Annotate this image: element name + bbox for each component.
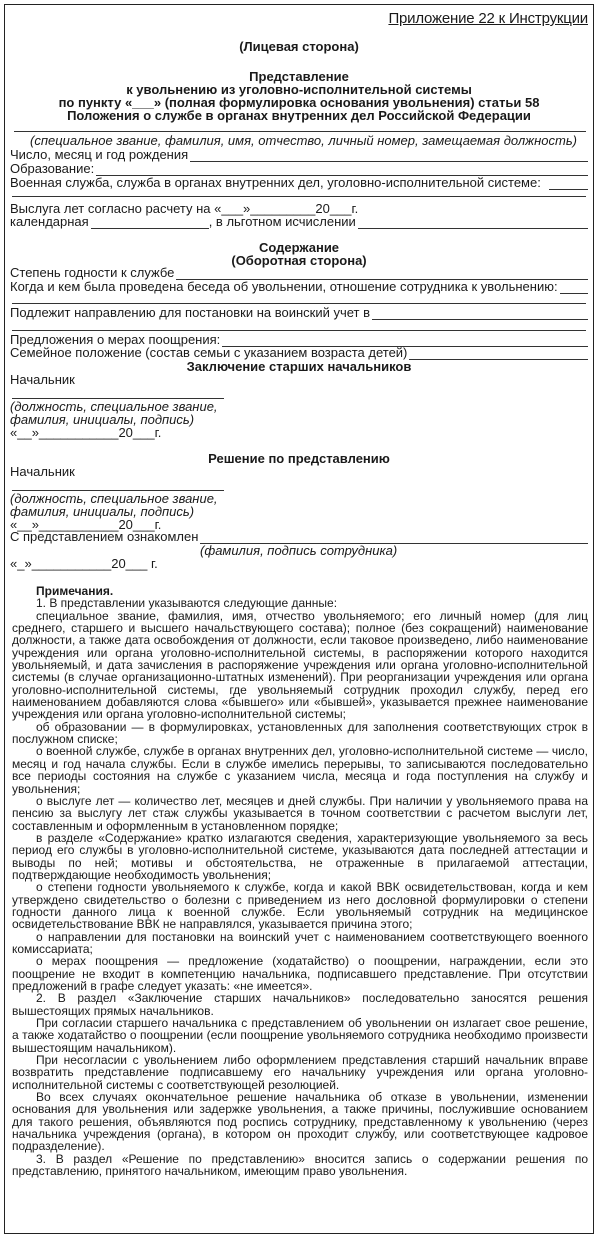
fitness-label: Степень годности к службе (10, 265, 175, 280)
title-line-4: Положения о службе в органах внутренних дел Российской Федерации (67, 108, 531, 123)
family-label: Семейное положение (состав семьи с указанием возраста детей) (10, 345, 408, 360)
conclusion-title: Заключение старших начальников (186, 359, 412, 374)
decision-chief-label: Начальник (10, 464, 75, 479)
note-paragraph: о выслуге лет — количество лет, месяцев и дней службы. При наличии у увольняемого права на пенсию за выслугу лет стаж службы указывается в точном соответствии с расчетом выслуги лет, составленным и оформленным в установленном порядке; (12, 793, 588, 833)
military-row (10, 306, 588, 320)
interview-field[interactable] (560, 282, 588, 294)
familiar-label: С представлением ознакомлен (10, 529, 199, 544)
note-paragraph: о мерах поощрения — предложение (ходатайство) о поощрении, награждении, если это поощрение не входит в компетенцию начальника, подписавшего представление. При отсутствии предложений в графе следует указать: «не имеется». (12, 954, 588, 993)
appendix-label: Приложение 22 к Инструкции (388, 10, 588, 27)
education-label: Образование: (10, 161, 95, 176)
decision-date[interactable]: «__»___________20___г. (10, 517, 162, 532)
family-field[interactable] (409, 348, 588, 360)
content-title: Содержание (258, 240, 340, 255)
family-row (10, 346, 588, 360)
decision-title: Решение по представлению (208, 451, 390, 466)
calendar-preferential-label: , в льготном исчислении (208, 214, 356, 229)
conclusion-chief-label: Начальник (10, 372, 75, 387)
birth-label: Число, месяц и год рождения (10, 147, 189, 162)
calendar-row (10, 215, 588, 229)
note-paragraph: о военной службе, службе в органах внутренних дел, уголовно-исполнительной системе — число, месяц и год начала службы. Если в службе имелись перерывы, то записываются последовательно все периоды состояния на службе с указанием числа, месяца и года поступления на службу и увольнения; (12, 744, 588, 796)
title-line-3: по пункту «___» (полная формулировка основания увольнения) статьи 58 (58, 95, 540, 110)
military-label: Подлежит направлению для постановки на воинский учет в (10, 305, 371, 320)
decision-hint-2: фамилия, инициалы, подпись) (10, 504, 195, 519)
service-field[interactable] (549, 178, 588, 190)
familiar-hint: (фамилия, подпись сотрудника) (200, 543, 398, 558)
conclusion-date[interactable]: «__»___________20___г. (10, 425, 162, 440)
service-row (10, 176, 588, 190)
decision-hint-1: (должность, специальное звание, (10, 491, 218, 506)
birth-field[interactable] (190, 150, 588, 162)
name-line[interactable] (14, 131, 586, 132)
familiar-row (10, 530, 588, 544)
interview-label: Когда и кем была проведена беседа об увольнении, отношение сотрудника к увольнению: (10, 279, 558, 294)
note-paragraph: о степени годности увольняемого к службе, когда и какой ВВК освидетельствован, когда и кем утверждено свидетельство о болезни с приведением из него дословной формулировки о степени годности данного лица к военной службе. Если увольняемый сотрудник на медицинское освидетельствование ВВК не направлялся, указывается причина этого; (12, 880, 588, 932)
note-paragraph: в разделе «Содержание» кратко излагаются сведения, характеризующие увольняемого за весь период его службы в уголовно-исполнительной системе, указываются дата последней аттестации и выводы по ней; мотивы и обстоятельства, не отраженные в прилагаемой аттестации, подтверждающие необходимость увольнения; (12, 830, 588, 882)
fitness-row (10, 266, 588, 280)
note-paragraph: 3. В раздел «Решение по представлению» вносится запись о содержании решения по представлению, принятого начальником, имеющим право увольнения. (12, 1151, 588, 1179)
calendar-field[interactable] (91, 217, 209, 229)
notes-section (12, 585, 588, 1178)
service-label: Военная служба, служба в органах внутренних дел, уголовно-исполнительной системе: (10, 175, 541, 190)
service-line-2[interactable] (12, 196, 586, 197)
interview-line-2[interactable] (12, 303, 586, 304)
seniority-label: Выслуга лет согласно расчету на «___»_________20___г. (10, 201, 359, 216)
calendar-label: календарная (10, 214, 89, 229)
conclusion-hint-1: (должность, специальное звание, (10, 399, 218, 414)
note-paragraph: об образовании — в формулировках, установленных для заполнения соответствующих строк в послужном списке; (12, 719, 588, 747)
title-line-2: к увольнению из уголовно-исполнительной системы (126, 82, 472, 97)
notes-title: Примечания. (36, 584, 114, 598)
name-hint: (специальное звание, фамилия, имя, отчество, личный номер, замещаемая должность) (30, 133, 577, 148)
interview-row (10, 280, 588, 294)
note-paragraph: При несогласии с увольнением либо оформлением представления старший начальник вправе возвратить представление подписавшему его начальнику учреждения или органа уголовно-исполнительной системы с соответствующей резолюцией. (12, 1053, 588, 1092)
note-paragraph: о направлении для постановки на воинский учет с наименованием соответствующего военного комиссариата; (12, 929, 588, 956)
note-paragraph: Во всех случаях окончательное решение начальника об отказе в увольнении, изменении основания для увольнения или задержке увольнения, а также причины, послужившие основанием для такого решения, объявляются под роспись сотруднику, представленному к увольнению (через начальника учреждения (органа), в котором он проходит службу, или соответствующее кадровое подразделение). (12, 1090, 588, 1154)
birth-row (10, 148, 588, 162)
conclusion-hint-2: фамилия, инициалы, подпись) (10, 412, 195, 427)
military-field[interactable] (372, 308, 588, 320)
note-paragraph: При согласии старшего начальника с представлением об увольнении он излагает свое решение, а также ходатайство о поощрении (если поощрение увольняемого сотрудника необходимо произвести вышестоящим начальником). (12, 1016, 588, 1055)
education-row (10, 162, 588, 176)
military-line-2[interactable] (12, 330, 586, 331)
back-side-label: (Оборотная сторона) (231, 253, 367, 268)
incentives-label: Предложения о мерах поощрения: (10, 332, 221, 347)
note-paragraph: 1. В представлении указываются следующие данные: (36, 596, 338, 611)
decision-date-2[interactable]: «_»___________20___ г. (10, 556, 158, 571)
note-paragraph: 2. В раздел «Заключение старших начальников» последовательно заносятся решения вышестоящих прямых начальников. (12, 991, 588, 1018)
title-line-1: Представление (249, 69, 349, 84)
note-paragraph: специальное звание, фамилия, имя, отчество увольняемого; его личный номер (для лиц среднего, старшего и высшего начальствующего состава); полное (без сокращений) наименование должности, а также дата освобождения от должности, если таковое произведено, либо наименование учреждения или органа уголовно-исполнительной системы, в распоряжении которого находится увольняемый, и дата зачисления в распоряжение учреждения или органа уголовно-исполнительной системы (в случае организационно-штатных изменений). При реорганизации учреждения или органа уголовно-исполнительной системы, где увольняемый сотрудник проходил службу, перед его наименованием добавляются слова «бывшего» или «бывшей», указывается прежнее наименование учреждения или органа уголовно-исполнительной системы; (12, 608, 588, 722)
front-side-label: (Лицевая сторона) (239, 39, 359, 54)
preferential-field[interactable] (358, 217, 588, 229)
